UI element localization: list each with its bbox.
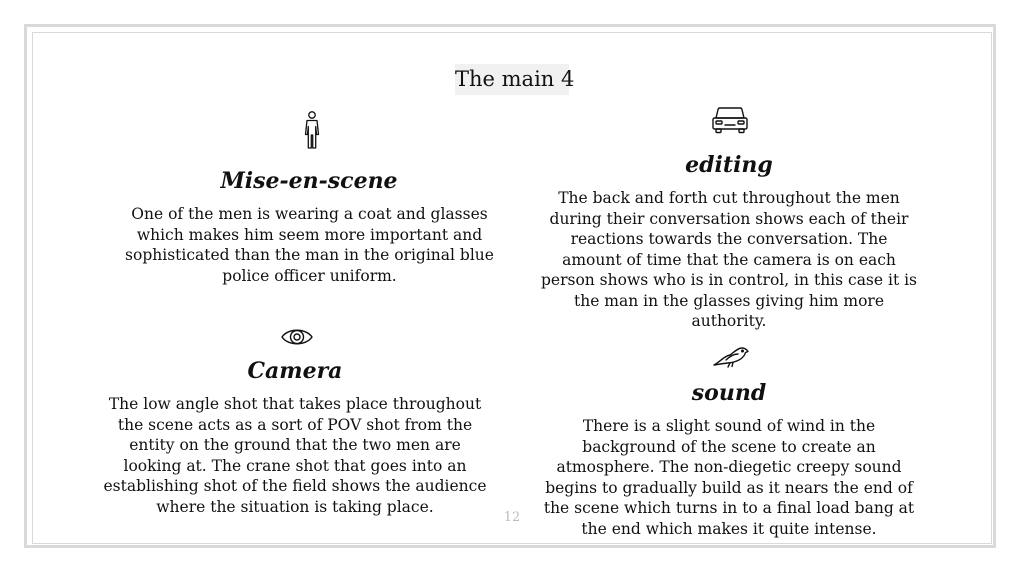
car-icon — [711, 104, 749, 134]
slide-title: The main 4 — [455, 64, 569, 95]
sound-body: There is a slight sound of wind in the background of the scene to create an atmosphere. The non-diegetic creepy sound begins to gradually build as it nears the end of the scene which turns in to a final load bang at the end which makes it quite intense. — [543, 417, 915, 538]
editing-heading: editing — [685, 152, 773, 178]
editing-body: The back and forth cut throughout the men during their conversation shows each of their reactions towards the conversation. The amount of time that the camera is on each person shows who is in control, in this case it is the man in the glasses giving him more authority. — [540, 189, 918, 330]
camera-body: The low angle shot that takes place throughout the scene acts as a sort of POV shot from the entity on the ground that the two men are looking at. The crane shot that goes into an establishing shot of the field shows the audience where the situation is taking place. — [103, 395, 487, 516]
eye-icon — [280, 326, 314, 348]
mise-en-scene-heading: Mise-en-scene — [220, 168, 398, 194]
page-number: 12 — [503, 510, 521, 525]
mise-en-scene-body: One of the men is wearing a coat and glasses which makes him seem more important and sophisticated than the man in the original blue police officer uniform. — [125, 205, 494, 285]
sound-heading: sound — [691, 380, 767, 406]
bird-icon — [712, 344, 750, 368]
camera-heading: Camera — [247, 358, 343, 384]
person-icon — [302, 110, 322, 150]
